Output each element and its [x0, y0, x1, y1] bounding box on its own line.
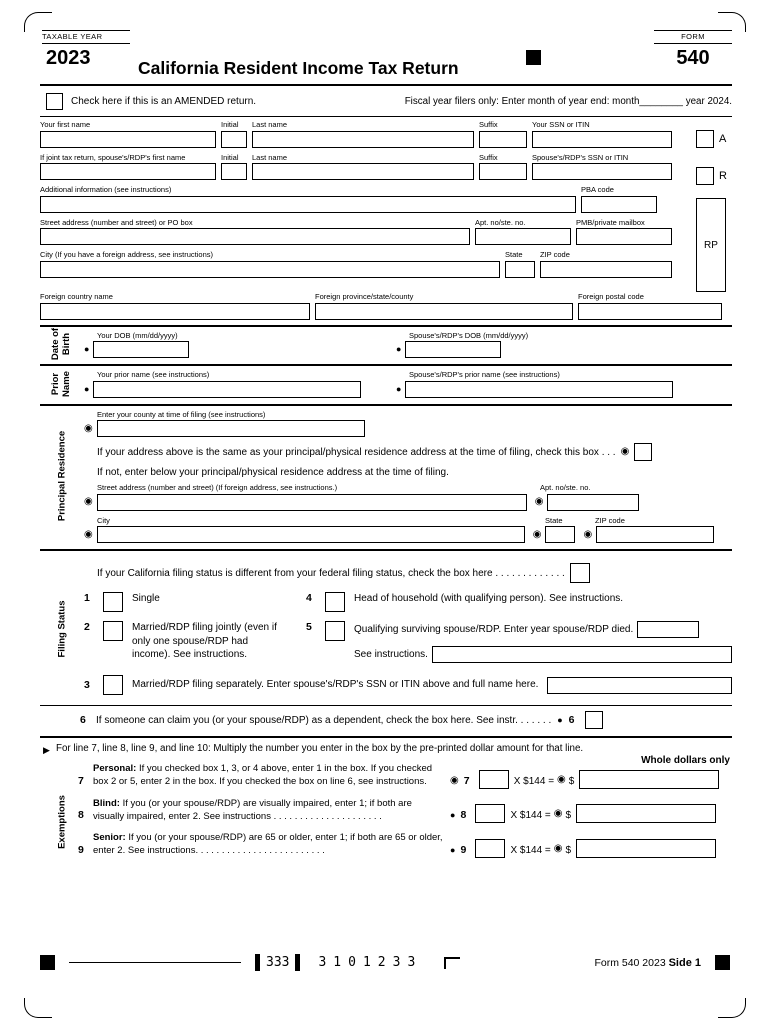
- residence-zip-label: ZIP code: [595, 515, 625, 525]
- separate-spouse-name-input[interactable]: [547, 677, 732, 694]
- field-spouse-first-name: [40, 153, 216, 181]
- line7-multiplier-label: X $144 =: [513, 775, 555, 787]
- filing-option-4: 4 Head of household (with qualifying person). See instructions.: [306, 592, 623, 612]
- filing-option-3: 3 Married/RDP filing separately. Enter spouse's/RDP's SSN or ITIN above and full name here.: [84, 675, 732, 695]
- field-foreign-province: [315, 292, 573, 320]
- office-box-a[interactable]: [696, 130, 714, 148]
- radio-target-icon: ◉: [553, 842, 563, 854]
- amended-row: [40, 86, 732, 116]
- corner-bracket-icon: [444, 957, 460, 969]
- last-name-label: Last name: [252, 152, 288, 162]
- field-ssn: [532, 120, 672, 148]
- filing-option-5-input[interactable]: [432, 646, 732, 663]
- filing-option-1: 1 Single: [84, 592, 306, 612]
- apt-input[interactable]: [475, 228, 571, 245]
- spouse-ssn-input[interactable]: [532, 163, 672, 180]
- office-label-a: A: [719, 133, 727, 145]
- street-address-label: Street address (number and street) or PO box: [40, 217, 193, 227]
- radio-target-icon: ◉: [553, 808, 563, 820]
- radio-target-icon: ◉: [84, 528, 93, 540]
- office-label-rp: RP: [704, 239, 718, 251]
- suffix-label: Suffix: [479, 120, 498, 129]
- whole-dollars-label: Whole dollars only: [641, 755, 730, 766]
- county-input[interactable]: [97, 420, 365, 437]
- footer-form-id: Form 540 2023 Side 1: [594, 956, 701, 969]
- initial-label: Initial: [221, 120, 239, 129]
- arrow-right-icon: ▶: [43, 745, 50, 755]
- filing-option-5-label: Qualifying surviving spouse/RDP. Enter year spouse/RDP died.: [354, 623, 634, 635]
- state-label: State: [505, 250, 523, 259]
- additional-info-input[interactable]: [40, 196, 576, 213]
- foreign-country-input[interactable]: [40, 303, 310, 320]
- office-box-rp[interactable]: [696, 198, 726, 292]
- corner-mark-bottom-right: [718, 998, 746, 1018]
- if-not-label: If not, enter below your principal/physical residence address at the time of filing.: [97, 467, 449, 478]
- foreign-country-label: Foreign country name: [40, 292, 113, 301]
- office-label-r: R: [719, 170, 727, 182]
- section-principal-residence: [40, 404, 732, 550]
- tax-year: 2023: [46, 46, 91, 69]
- filing-option-2-label: Married/RDP filing jointly (even if only one spouse/RDP had income). See instructions.: [132, 622, 277, 660]
- residence-apt-input[interactable]: [547, 494, 639, 511]
- exemptions-intro: For line 7, line 8, line 9, and line 10: Multiply the number you enter in the box by the pre-printed dollar amount for that line.: [56, 743, 584, 754]
- line7-bold-label: Personal:: [93, 763, 137, 774]
- section-label-prior-name: Prior Name: [50, 370, 72, 397]
- year-spouse-died-input[interactable]: [637, 621, 699, 638]
- pmb-input[interactable]: [576, 228, 672, 245]
- scan-bar-icon: [295, 954, 300, 971]
- pba-code-label: PBA code: [581, 185, 614, 194]
- pmb-label: PMB/private mailbox: [576, 217, 645, 227]
- federal-diff-label: If your California filing status is different from your federal filing status, check the box here . . . . . . . . . . . . .: [97, 567, 565, 579]
- spouse-initial-input[interactable]: [221, 163, 247, 180]
- filing-option-2-checkbox[interactable]: [103, 621, 123, 641]
- first-name-input[interactable]: [40, 131, 216, 148]
- spouse-prior-name-label: Spouse's/RDP's prior name (see instructions): [409, 370, 560, 379]
- apt-label: Apt. no/ste. no.: [475, 217, 526, 227]
- last-name-input[interactable]: [252, 131, 474, 148]
- filing-option-1-checkbox[interactable]: [103, 592, 123, 612]
- radio-target-icon: ◉: [620, 446, 630, 457]
- your-dob-input[interactable]: [93, 341, 189, 358]
- field-state: [505, 250, 535, 278]
- field-last-name: [252, 120, 474, 148]
- line7-count-input[interactable]: [479, 770, 509, 789]
- zip-input[interactable]: [540, 261, 672, 278]
- federal-diff-checkbox[interactable]: [570, 563, 590, 583]
- field-pmb: [576, 218, 672, 246]
- line9-label: If you (or your spouse/RDP) are 65 or older, enter 1; if both are 65 or older, enter 2. See instructions. . . . . . . . . . . . . . . . . . . . . . . . .: [93, 832, 443, 857]
- line8-count-input[interactable]: [475, 804, 505, 823]
- foreign-province-input[interactable]: [315, 303, 573, 320]
- field-spouse-last-name: [252, 153, 474, 181]
- exemption-line-9: 9 Senior: If you (or your spouse/RDP) are 65 or older, enter 1; if both are 65 or older, enter 2. See instructions. . . . . . . . . . . . . . . . . . . . . . . . . ● 9 X $144 = ◉ $: [78, 831, 732, 858]
- line8-multiplier-label: X $144 =: [510, 810, 551, 822]
- field-initial: [221, 120, 247, 148]
- section-date-of-birth: [40, 325, 732, 365]
- spouse-dob-input[interactable]: [405, 341, 501, 358]
- form-header: [40, 28, 732, 84]
- line8-label: If you (or your spouse/RDP) are visually impaired, enter 1; if both are visually impaired, enter 2. See instructions . . . . . . . . . . . . . . . . . . . . .: [93, 797, 412, 822]
- registration-mark: [40, 955, 55, 970]
- field-spouse-ssn: [532, 153, 672, 181]
- your-prior-name-label: Your prior name (see instructions): [97, 370, 210, 379]
- spouse-dob-label: Spouse's/RDP's DOB (mm/dd/yyyy): [409, 330, 529, 340]
- radio-target-icon: ◉: [583, 528, 593, 540]
- exemption-line-8: 8 Blind: If you (or your spouse/RDP) are visually impaired, enter 1; if both are visually impaired, enter 2. See instructions . . . . . . . . . . . . . . . . . . . . . ● 8 X $144 = ◉ $: [78, 797, 732, 824]
- bullet-icon: ●: [450, 810, 456, 821]
- residence-street-input[interactable]: [97, 494, 527, 511]
- field-foreign-postal: [578, 292, 722, 320]
- same-address-label: If your address above is the same as your principal/physical residence address at the time of filing, check this box . . .: [97, 446, 616, 458]
- form-barcode-number: 3101233: [318, 955, 423, 970]
- registration-mark: [526, 50, 541, 65]
- spouse-prior-name-input[interactable]: [405, 381, 673, 398]
- ssn-label: Your SSN or ITIN: [532, 120, 590, 129]
- spouse-last-name-input[interactable]: [252, 163, 474, 180]
- radio-target-icon: ◉: [557, 773, 566, 785]
- line6-label: If someone can claim you (or your spouse/RDP) as a dependent, check the box here. See instr. . . . . . .: [96, 714, 552, 726]
- initial-input[interactable]: [221, 131, 247, 148]
- radio-target-icon: ◉: [84, 496, 93, 507]
- line9-amount-input[interactable]: [576, 839, 716, 858]
- office-use-column: [690, 120, 732, 292]
- scan-bar-icon: [255, 954, 260, 971]
- city-label: City (If you have a foreign address, see instructions): [40, 250, 213, 259]
- ssn-input[interactable]: [532, 131, 672, 148]
- field-spouse-suffix: [479, 153, 527, 181]
- line7-amount-input[interactable]: [579, 770, 719, 789]
- bullet-icon: ●: [396, 344, 402, 354]
- field-spouse-initial: [221, 153, 247, 181]
- line8-bold-label: Blind:: [93, 797, 120, 809]
- filing-option-5: 5 Qualifying surviving spouse/RDP. Enter year spouse/RDP died. See instructions.: [306, 621, 732, 663]
- foreign-province-label: Foreign province/state/county: [315, 292, 414, 301]
- radio-target-icon: ◉: [532, 528, 542, 540]
- residence-street-label: Street address (number and street) (If foreign address, see instructions.): [97, 483, 338, 492]
- filing-option-4-label: Head of household (with qualifying person). See instructions.: [354, 593, 624, 604]
- zip-label: ZIP code: [540, 250, 570, 259]
- bullet-icon: ●: [557, 714, 563, 725]
- suffix-input[interactable]: [479, 131, 527, 148]
- form-number: 540: [676, 46, 710, 69]
- state-input[interactable]: [505, 261, 535, 278]
- filing-option-1-label: Single: [132, 593, 160, 604]
- field-suffix: [479, 120, 527, 148]
- additional-info-label: Additional information (see instructions): [40, 185, 172, 194]
- foreign-postal-label: Foreign postal code: [578, 292, 644, 301]
- bullet-icon: ●: [84, 383, 90, 394]
- first-name-label: Your first name: [40, 120, 91, 129]
- your-dob-label: Your DOB (mm/dd/yyyy): [97, 330, 178, 340]
- line6-checkbox[interactable]: [585, 711, 603, 729]
- spouse-first-name-input[interactable]: [40, 163, 216, 180]
- residence-city-label: City: [97, 515, 110, 525]
- filing-option-2: 2 Married/RDP filing jointly (even if only one spouse/RDP had income). See instructions.: [84, 621, 306, 663]
- line9-bold-label: Senior:: [93, 832, 126, 844]
- office-box-r[interactable]: [696, 167, 714, 185]
- footer: [40, 954, 730, 971]
- radio-target-icon: ◉: [534, 496, 544, 507]
- filing-option-3-checkbox[interactable]: [103, 675, 123, 695]
- section-prior-name: [40, 364, 732, 404]
- pba-code-input[interactable]: [581, 196, 657, 213]
- foreign-postal-input[interactable]: [578, 303, 722, 320]
- spouse-suffix-input[interactable]: [479, 163, 527, 180]
- field-zip: [540, 250, 672, 278]
- radio-target-icon: ◉: [84, 422, 93, 434]
- residence-zip-input[interactable]: [596, 526, 714, 543]
- filing-option-5-checkbox[interactable]: [325, 621, 345, 641]
- bullet-icon: ●: [450, 844, 456, 855]
- initial-label: Initial: [221, 152, 239, 162]
- field-street-address: [40, 218, 470, 246]
- corner-mark-bottom-left: [24, 998, 52, 1018]
- city-input[interactable]: [40, 261, 500, 278]
- street-address-input[interactable]: [40, 228, 470, 245]
- fiscal-year-label: Fiscal year filers only: Enter month of year end: month________ year 2024.: [404, 96, 732, 107]
- field-pba-code: [581, 185, 657, 213]
- residence-state-label: State: [545, 515, 563, 525]
- scanline-333: 333: [255, 954, 300, 971]
- field-additional-info: [40, 185, 576, 213]
- divider: [40, 705, 732, 706]
- line9-count-input[interactable]: [475, 839, 505, 858]
- line7-label: If you checked box 1, 3, or 4 above, enter 1 in the box. If you checked box 2 or 5, enter 2 in the box. If you checked the box on line 6, see instructions.: [93, 763, 433, 788]
- county-label: Enter your county at time of filing (see instructions): [97, 409, 266, 419]
- line8-amount-input[interactable]: [576, 804, 716, 823]
- section-label-date-of-birth: Date of Birth: [50, 328, 72, 361]
- filing-option-5-label-2: See instructions.: [354, 648, 428, 660]
- field-foreign-country: [40, 292, 310, 320]
- spouse-ssn-label: Spouse's/RDP's SSN or ITIN: [532, 152, 629, 162]
- residence-apt-label: Apt. no/ste. no.: [540, 483, 591, 492]
- form-title: California Resident Income Tax Return: [138, 58, 459, 78]
- name-address-block: [40, 117, 732, 320]
- suffix-label: Suffix: [479, 152, 498, 162]
- residence-state-input[interactable]: [545, 526, 575, 543]
- field-city: [40, 250, 500, 278]
- divider: [654, 43, 732, 44]
- section-label-filing-status: Filing Status: [56, 600, 68, 658]
- exemption-line-7: 7 Personal: If you checked box 1, 3, or 4 above, enter 1 in the box. If you checked box 2 or 5, enter 2 in the box. If you checked the box on line 6, see instructions. ◉ 7 X $144 = ◉ $: [78, 762, 732, 789]
- section-label-exemptions: Exemptions: [56, 794, 68, 849]
- taxable-year-label: TAXABLE YEAR: [42, 32, 103, 41]
- divider: [42, 30, 130, 31]
- filing-option-4-checkbox[interactable]: [325, 592, 345, 612]
- filing-option-3-label: Married/RDP filing separately. Enter spouse's/RDP's SSN or ITIN above and full name here.: [132, 679, 539, 691]
- radio-target-icon: ◉: [450, 774, 459, 786]
- your-prior-name-input[interactable]: [93, 381, 361, 398]
- form-label: FORM: [681, 32, 705, 41]
- divider: [42, 43, 130, 44]
- amended-label: Check here if this is an AMENDED return.: [71, 96, 257, 107]
- bullet-icon: ●: [396, 383, 402, 394]
- section-exemptions: [40, 736, 732, 872]
- bullet-icon: ●: [84, 344, 90, 354]
- section-label-principal-residence: Principal Residence: [56, 431, 68, 522]
- side-label: Side 1: [668, 956, 701, 969]
- same-address-checkbox[interactable]: [634, 443, 652, 461]
- last-name-label: Last name: [252, 120, 288, 129]
- residence-city-input[interactable]: [97, 526, 525, 543]
- footer-line: [69, 962, 241, 963]
- field-apt: [475, 218, 571, 246]
- line-6: 6 If someone can claim you (or your spouse/RDP) as a dependent, check the box here. See instr. . . . . . . ● 6: [80, 711, 732, 731]
- registration-mark: [715, 955, 730, 970]
- line9-multiplier-label: X $144 =: [510, 844, 551, 856]
- field-first-name: [40, 120, 216, 148]
- amended-checkbox[interactable]: [46, 93, 63, 110]
- divider: [654, 30, 732, 31]
- section-filing-status: [40, 549, 732, 705]
- spouse-first-name-label: If joint tax return, spouse's/RDP's first name: [40, 152, 186, 162]
